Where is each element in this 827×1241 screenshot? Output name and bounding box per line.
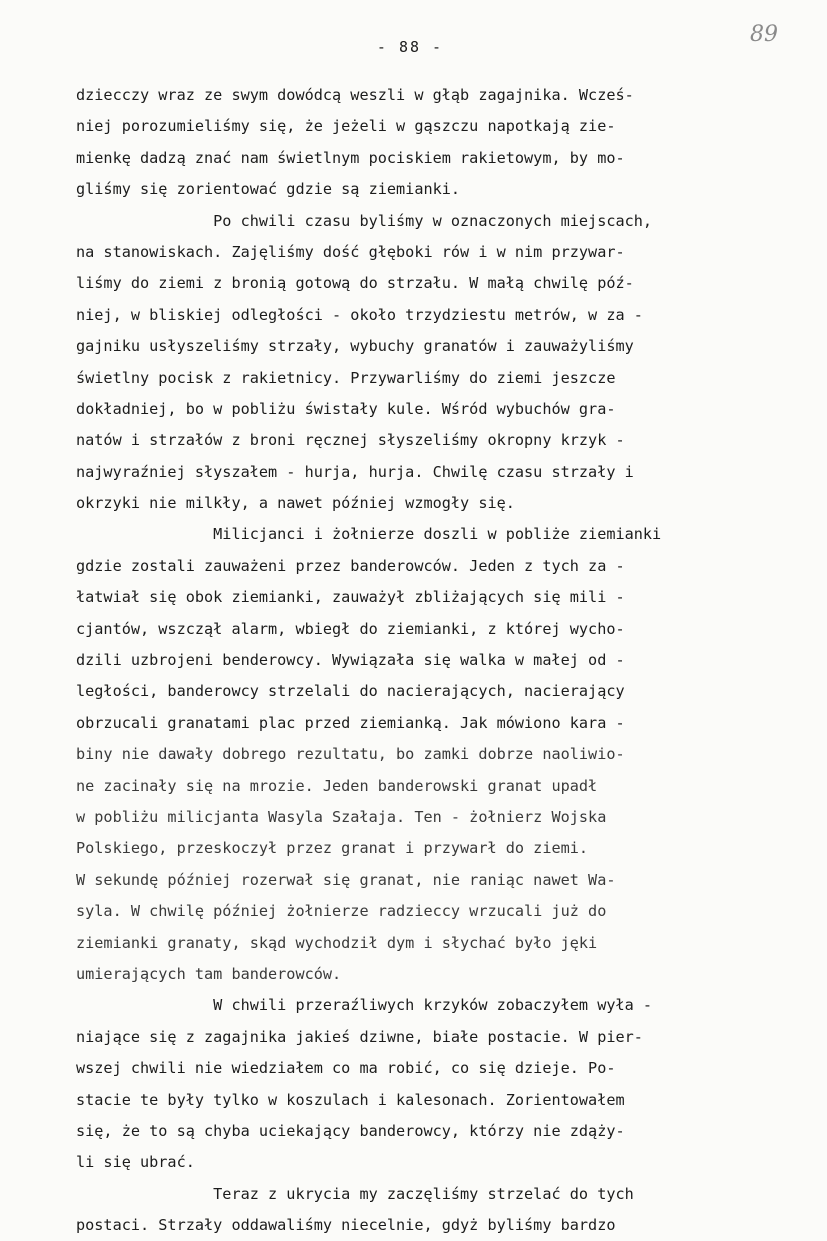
text-line: liśmy do ziemi z bronią gotową do strzału. W małą chwilę póź- — [76, 274, 634, 293]
text-line: najwyraźniej słyszałem - hurja, hurja. Chwilę czasu strzały i — [76, 462, 634, 481]
text-line: dzili uzbrojeni benderowcy. Wywiązała się walka w małej od - — [76, 651, 625, 670]
handwritten-page-number: 89 — [750, 22, 778, 47]
text-line: W chwili przeraźliwych krzyków zobaczyłem wyła - — [76, 996, 653, 1015]
text-line: ne zacinały się na mrozie. Jeden banderowski granat upadł — [76, 776, 598, 795]
text-line: Milicjanci i żołnierze doszli w pobliże ziemianki — [76, 525, 662, 544]
text-line: umierających tam banderowców. — [76, 964, 342, 983]
text-line: postaci. Strzały oddawaliśmy niecelnie, gdyż byliśmy bardzo — [76, 1216, 616, 1235]
text-line: gliśmy się zorientować gdzie są ziemianki. — [76, 180, 461, 199]
text-line: ległości, banderowcy strzelali do nacierających, nacierający — [76, 682, 625, 701]
text-line: na stanowiskach. Zajęliśmy dość głęboki rów i w nim przywar- — [76, 242, 625, 261]
text-line: świetlny pocisk z rakietnicy. Przywarliśmy do ziemi jeszcze — [76, 368, 616, 387]
text-line: gdzie zostali zauważeni przez banderowców. Jeden z tych za - — [76, 556, 625, 575]
text-line: niej, w bliskiej odległości - około trzydziestu metrów, w za - — [76, 305, 643, 324]
text-line: ziemianki granaty, skąd wychodził dym i słychać było jęki — [76, 933, 598, 952]
text-line: niej porozumieliśmy się, że jeżeli w gąszczu napotkają zie- — [76, 117, 616, 136]
text-line: się, że to są chyba uciekający banderowcy, którzy nie zdąży- — [76, 1121, 625, 1140]
text-line: W sekundę później rozerwał się granat, nie raniąc nawet Wa- — [76, 870, 616, 889]
text-line: okrzyki nie milkły, a nawet później wzmogły się. — [76, 494, 515, 513]
text-line: obrzucali granatami plac przed ziemianką. Jak mówiono kara - — [76, 713, 625, 732]
document-body — [76, 80, 756, 1241]
text-line: łatwiał się obok ziemianki, zauważył zbliżających się mili - — [76, 588, 625, 607]
text-line: Teraz z ukrycia my zaczęliśmy strzelać do tych — [76, 1184, 634, 1203]
text-line: mienkę dadzą znać nam świetlnym pociskiem rakietowym, by mo- — [76, 148, 625, 167]
text-line: Po chwili czasu byliśmy w oznaczonych miejscach, — [76, 211, 653, 230]
text-line: stacie te były tylko w koszulach i kalesonach. Zorientowałem — [76, 1090, 625, 1109]
text-line: gajniku usłyszeliśmy strzały, wybuchy granatów i zauważyliśmy — [76, 337, 634, 356]
text-line: w pobliżu milicjanta Wasyla Szałaja. Ten - żołnierz Wojska — [76, 807, 607, 826]
text-line: syla. W chwilę później żołnierze radzieccy wrzucali już do — [76, 902, 607, 921]
text-line: wszej chwili nie wiedziałem co ma robić, co się dzieje. Po- — [76, 1059, 616, 1078]
text-line: Polskiego, przeskoczył przez granat i przywarł do ziemi. — [76, 839, 589, 858]
page-number: - 88 - — [376, 38, 444, 56]
text-line: li się ubrać. — [76, 1153, 195, 1172]
text-line: niające się z zagajnika jakieś dziwne, białe postacie. W pier- — [76, 1027, 643, 1046]
text-line: cjantów, wszczął alarm, wbiegł do ziemianki, z której wycho- — [76, 619, 625, 638]
text-line: dziecczy wraz ze swym dowódcą weszli w głąb zagajnika. Wcześ- — [76, 86, 634, 104]
text-line: biny nie dawały dobrego rezultatu, bo zamki dobrze naoliwio- — [76, 745, 625, 764]
text-line: dokładniej, bo w pobliżu świstały kule. Wśród wybuchów gra- — [76, 399, 616, 418]
text-line: natów i strzałów z broni ręcznej słyszeliśmy okropny krzyk - — [76, 431, 625, 450]
